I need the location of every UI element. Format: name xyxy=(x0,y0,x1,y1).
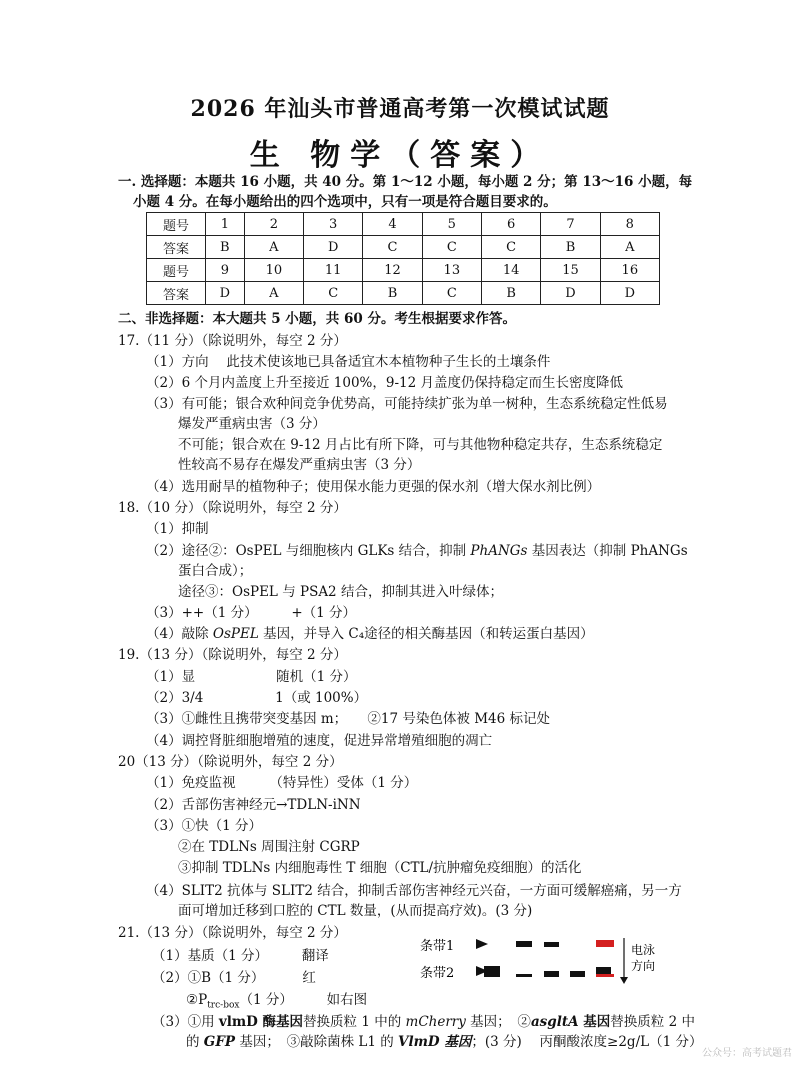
band-mark-red xyxy=(596,974,614,977)
table-cell: 7 xyxy=(541,213,600,236)
table-cell: B xyxy=(206,236,245,259)
table-row xyxy=(147,282,660,305)
q17-answer-3-cont: 爆发严重病虫害（3 分） xyxy=(178,416,326,432)
table-cell: 2 xyxy=(244,213,303,236)
q18-answer-4-text-end: 基因，并导入 C₄途径的相关酶基因（和转运蛋白基因） xyxy=(258,626,594,642)
page-subtitle: 生 物学（答案） xyxy=(249,138,551,173)
table-cell: 14 xyxy=(481,259,540,282)
table-cell: A xyxy=(244,282,303,305)
q17-answer-3-alt: 不可能；银合欢在 9-12 月占比有所下降，可与其他物种稳定共存，生态系统稳定 xyxy=(178,437,663,453)
section1-line2: 小题 4 分。在每小题给出的四个选项中，只有一项是符合题目要求的。 xyxy=(133,194,557,210)
table-cell: 8 xyxy=(600,213,659,236)
direction-arrowhead-icon xyxy=(620,977,628,984)
direction-label-2: 方向 xyxy=(631,959,656,973)
q20-answer-2: （2）舌部伤害神经元→TDLN-iNN xyxy=(146,797,361,813)
table-cell: C xyxy=(304,282,363,305)
direction-label-1: 电泳 xyxy=(631,943,656,957)
table-cell: C xyxy=(363,236,422,259)
table-cell: B xyxy=(541,236,600,259)
table-cell: B xyxy=(481,282,540,305)
band-mark-red xyxy=(596,940,614,947)
q18-answer-2 xyxy=(146,541,688,561)
q18-answer-1: （1）抑制 xyxy=(146,521,209,537)
q21-answer-1: （1）基质（1 分） 翻译 xyxy=(152,948,329,964)
q21-answer-2-2-text: ②P xyxy=(186,992,208,1008)
table-cell: B xyxy=(363,282,422,305)
table-cell: 5 xyxy=(422,213,481,236)
q18-heading: 18.（10 分）（除说明外，每空 2 分） xyxy=(118,500,347,516)
q21-text: ；(3 分) 丙酮酸浓度≥2g/L（1 分） xyxy=(471,1034,703,1050)
band-mark xyxy=(544,942,559,947)
q20-answer-4: （4）SLIT2 抗体与 SLIT2 结合，抑制舌部伤害神经元兴奋，一方面可缓解癌痛，另一方 xyxy=(146,883,682,899)
q19-answer-1: （1）显 随机（1 分） xyxy=(146,669,357,685)
q20-answer-3: （3）①快（1 分） xyxy=(146,818,262,834)
table-cell: 15 xyxy=(541,259,600,282)
q21-text: 基因； ③敲除菌株 L1 的 xyxy=(235,1034,399,1050)
q17-answer-1: （1）方向 此技术使该地已具备适宜木本植物种子生长的土壤条件 xyxy=(146,354,551,370)
table-cell: D xyxy=(541,282,600,305)
section2-heading: 二、非选择题：本大题共 5 小题，共 60 分。考生根据要求作答。 xyxy=(118,311,516,327)
gene-name: mCherry xyxy=(405,1014,466,1030)
q19-answer-3: （3）①雌性且携带突变基因 m； ②17 号染色体被 M46 标记处 xyxy=(146,711,550,727)
table-cell: A xyxy=(600,236,659,259)
promoter-subscript: trc-box xyxy=(207,1000,240,1011)
band1-label: 条带1 xyxy=(420,939,455,954)
table-cell: 16 xyxy=(600,259,659,282)
q18-answer-2-route3: 途径③：OsPEL 与 PSA2 结合，抑制其进入叶绿体； xyxy=(178,584,503,600)
table-cell: 12 xyxy=(363,259,422,282)
q21-bold: vlmD 酶基因 xyxy=(218,1014,304,1030)
band-mark xyxy=(570,971,585,977)
table-row xyxy=(147,236,660,259)
q17-answer-2: （2）6 个月内盖度上升至接近 100%，9-12 月盖度仍保持稳定而生长密度降低 xyxy=(146,375,623,391)
q21-text: （3）①用 xyxy=(152,1014,219,1030)
table-cell: 答案 xyxy=(147,282,206,305)
page-title: 2026 年汕头市普通高考第一次模试试题 xyxy=(190,96,610,122)
q21-answer-2: （2）①B（1 分） 红 xyxy=(152,970,316,986)
table-cell: 题号 xyxy=(147,259,206,282)
table-cell: 9 xyxy=(206,259,245,282)
q18-answer-3: （3）++（1 分） +（1 分） xyxy=(146,605,357,621)
table-cell: D xyxy=(304,236,363,259)
q20-answer-3-2: ②在 TDLNs 周围注射 CGRP xyxy=(178,839,360,855)
table-row xyxy=(147,259,660,282)
band-mark xyxy=(516,941,532,947)
table-cell: 答案 xyxy=(147,236,206,259)
table-cell: 题号 xyxy=(147,213,206,236)
section1-line1: 一. 选择题：本题共 16 小题，共 40 分。第 1～12 小题，每小题 2 分；第 13～16 小题，每 xyxy=(118,174,693,190)
q21-text: 基因； ② xyxy=(465,1014,531,1030)
table-cell: D xyxy=(206,282,245,305)
table-cell: 4 xyxy=(363,213,422,236)
band1-arrow-icon xyxy=(476,939,488,949)
q21-text: 替换质粒 2 中 xyxy=(610,1014,695,1030)
table-cell: 11 xyxy=(304,259,363,282)
gene-name: asgltA xyxy=(530,1014,579,1030)
electrophoresis-figure xyxy=(418,936,668,986)
table-row xyxy=(147,213,660,236)
gene-name: VlmD 基因 xyxy=(398,1034,472,1050)
answer-table xyxy=(146,212,660,305)
q21-text: 的 xyxy=(186,1034,204,1050)
q19-answer-2: （2）3/4 1（或 100%） xyxy=(146,690,368,706)
q17-answer-3-alt-cont: 性较高不易存在爆发严重病虫害（3 分） xyxy=(178,457,421,473)
q20-answer-1: （1）免疫监视 （特异性）受体（1 分） xyxy=(146,775,418,791)
table-cell: C xyxy=(481,236,540,259)
q18-answer-2-text-end: 基因表达（抑制 PhANGs xyxy=(527,543,688,559)
q21-bold: 基因 xyxy=(578,1014,611,1030)
q18-answer-4-text: （4）敲除 xyxy=(146,626,213,642)
q19-answer-4: （4）调控肾脏细胞增殖的速度，促进异常增殖细胞的凋亡 xyxy=(146,733,493,749)
q21-answer-3-cont xyxy=(186,1032,702,1052)
q20-answer-4-cont: 面可增加迁移到口腔的 CTL 数量，(从而提高疗效)。(3 分) xyxy=(178,903,533,919)
q20-answer-3-3: ③抑制 TDLNs 内细胞毒性 T 细胞（CTL/抗肿瘤免疫细胞）的活化 xyxy=(178,860,582,876)
q19-heading: 19.（13 分）（除说明外，每空 2 分） xyxy=(118,647,347,663)
table-cell: A xyxy=(244,236,303,259)
q18-answer-4 xyxy=(146,624,594,644)
table-cell: C xyxy=(422,236,481,259)
band2-label: 条带2 xyxy=(420,966,455,981)
q18-answer-2-text: （2）途径②：OsPEL 与细胞核内 GLKs 结合，抑制 xyxy=(146,543,471,559)
q21-heading: 21.（13 分）（除说明外，每空 2 分） xyxy=(118,925,347,941)
q17-answer-4: （4）选用耐旱的植物种子；使用保水能力更强的保水剂（增大保水剂比例） xyxy=(146,479,601,495)
table-cell: 3 xyxy=(304,213,363,236)
table-cell: D xyxy=(600,282,659,305)
gene-name: OsPEL xyxy=(212,626,259,642)
q20-heading: 20（13 分）（除说明外，每空 2 分） xyxy=(118,754,343,770)
table-cell: 10 xyxy=(244,259,303,282)
gene-name: PhANGs xyxy=(470,543,528,559)
watermark: 公众号：高考试题君 xyxy=(702,1048,792,1059)
q21-text: 替换质粒 1 中的 xyxy=(303,1014,406,1030)
band-mark xyxy=(544,971,559,977)
band-mark xyxy=(484,966,500,977)
q17-answer-3: （3）有可能；银合欢种间竞争优势高，可能持续扩张为单一树种，生态系统稳定性低易 xyxy=(146,396,668,412)
table-cell: 13 xyxy=(422,259,481,282)
q17-heading: 17.（11 分）（除说明外，每空 2 分） xyxy=(118,333,347,349)
table-cell: 1 xyxy=(206,213,245,236)
table-cell: C xyxy=(422,282,481,305)
gene-name: GFP xyxy=(203,1034,236,1050)
band-mark xyxy=(516,974,532,977)
q21-answer-3 xyxy=(152,1012,695,1032)
table-cell: 6 xyxy=(481,213,540,236)
q21-answer-2-2-text-end: （1 分） 如右图 xyxy=(239,992,368,1008)
q18-answer-2-cont: 蛋白合成）； xyxy=(178,563,253,579)
